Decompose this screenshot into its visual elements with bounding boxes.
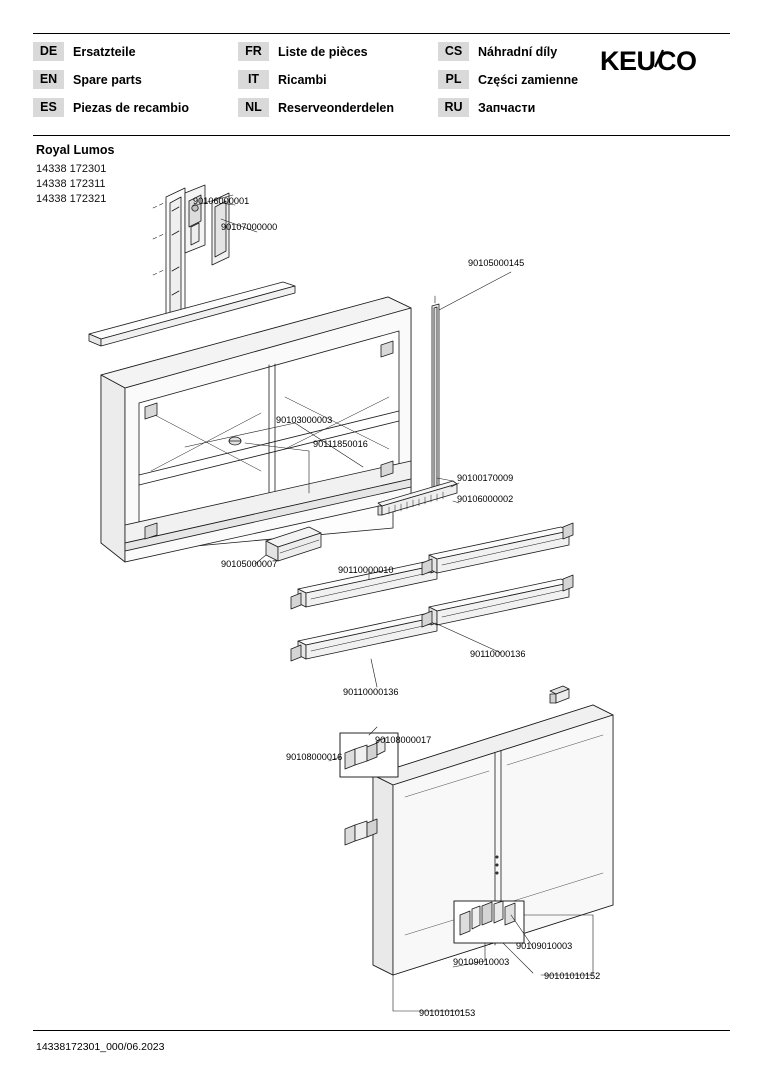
header-top-divider	[33, 33, 730, 34]
part-label: 90106000002	[457, 494, 514, 504]
lang-entry-nl	[238, 98, 394, 117]
svg-text:CO: CO	[657, 46, 697, 76]
hinge-rail-left	[166, 188, 185, 327]
lang-code-cs: CS	[438, 42, 469, 61]
cabinet-body	[101, 297, 411, 562]
footer-document-code: 14338172301_000/06.2023	[36, 1041, 165, 1053]
part-label: 90101010152	[544, 971, 601, 981]
lang-code-de: DE	[33, 42, 64, 61]
top-right-bracket	[550, 686, 569, 703]
lang-code-pl: PL	[438, 70, 469, 89]
bottom-hardware-group	[454, 901, 524, 943]
part-label: 90105000007	[221, 559, 278, 569]
lang-code-it: IT	[238, 70, 269, 89]
lang-label-ru: Запчасти	[478, 100, 536, 115]
part-label: 90108000016	[286, 752, 343, 762]
lang-code-fr: FR	[238, 42, 269, 61]
lang-label-fr: Liste de pièces	[278, 44, 368, 59]
lang-entry-es	[33, 98, 189, 117]
footer-divider	[33, 1030, 730, 1031]
part-label: 90111850016	[313, 439, 368, 449]
lang-label-es: Piezas de recambio	[73, 100, 190, 115]
svg-text:KEU: KEU	[600, 46, 656, 76]
shelf-upper-right	[422, 523, 573, 575]
article-number: 14338 172311	[36, 178, 106, 190]
side-trim-rail	[432, 304, 439, 497]
exploded-assembly-drawing	[33, 175, 730, 1025]
lang-label-it: Ricambi	[278, 72, 327, 87]
part-label: 90110000136	[470, 649, 526, 659]
part-label: 90107000000	[221, 222, 278, 232]
lang-entry-it	[238, 70, 327, 89]
header-bottom-divider	[33, 135, 730, 136]
part-label: 90109010003	[453, 957, 510, 967]
lang-entry-ru	[438, 98, 535, 117]
keuco-logo	[600, 45, 730, 77]
lang-code-nl: NL	[238, 98, 269, 117]
lang-label-de: Ersatzteile	[73, 44, 136, 59]
lang-label-pl: Części zamienne	[478, 72, 579, 87]
shelf-lower-left	[291, 609, 441, 661]
part-label: 90109010003	[516, 941, 573, 951]
page-title: Royal Lumos	[36, 143, 115, 157]
lang-entry-pl	[438, 70, 578, 89]
lang-label-en: Spare parts	[73, 72, 142, 87]
part-label: 90110000010	[338, 565, 394, 575]
shelf-lower-right	[422, 575, 573, 627]
door-hinge-lower	[345, 819, 377, 845]
part-label: 90105000145	[468, 258, 525, 268]
part-label: 90108000017	[375, 735, 432, 745]
lang-code-en: EN	[33, 70, 64, 89]
lang-code-es: ES	[33, 98, 64, 117]
lang-code-ru: RU	[438, 98, 469, 117]
article-number: 14338 172321	[36, 193, 107, 205]
part-label: 90110000136	[343, 687, 399, 697]
lang-entry-cs	[438, 42, 557, 61]
part-label: 90106000001	[193, 196, 250, 206]
lang-label-cs: Náhradní díly	[478, 44, 558, 59]
lang-entry-de	[33, 42, 136, 61]
lang-label-nl: Reserveonderdelen	[278, 100, 395, 115]
part-label: 90100170009	[457, 473, 514, 483]
part-label: 90101010153	[419, 1008, 476, 1018]
article-number: 14338 172301	[36, 163, 107, 175]
lang-entry-fr	[238, 42, 368, 61]
part-label: 90103000003	[276, 415, 333, 425]
lang-entry-en	[33, 70, 142, 89]
drawing-svg	[33, 175, 730, 1025]
